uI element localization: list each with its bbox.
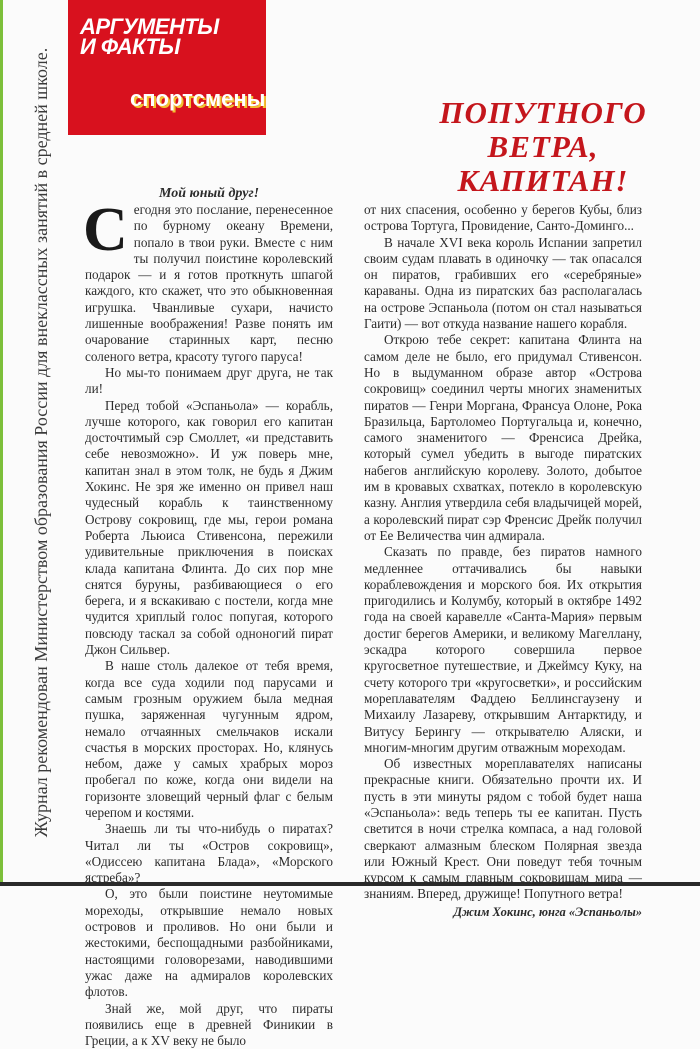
paragraph: от них спасения, особенно у берегов Кубы, близ острова Тортуга, Провидение, Санто-Доминго...	[364, 202, 642, 234]
article-column-1	[83, 196, 333, 1049]
article-column-2	[364, 202, 642, 920]
paragraph: О, это были поистине неутомимые мореходы, открывшие немало новых островов и проливов. Но они были и жестокими, беспощадными разбойниками, настоящими головорезами, наводившими ужас даже на адмиралов королевских флотов.	[85, 886, 333, 1000]
page-edge-left	[0, 0, 3, 886]
sidebar-note-text: Журнал рекомендован Министерством образования России для внеклассных занятий в средней школе.	[31, 47, 51, 838]
greeting: Мой юный друг!	[158, 186, 260, 201]
logo-line-2: И ФАКТЫ	[80, 34, 180, 59]
magazine-logo	[68, 0, 266, 135]
paragraph: Открою тебе секрет: капитана Флинта на самом деле не было, его придумал Стивенсон. Но в выдуманном образе автор «Острова сокровищ» соединил черты многих знаменитых пиратов — Генри Моргана, Франсуа Олоне, Рока Бразильца, Бартоломео Португальца и, конечно, самого знаменитого — Френсиса Дрейка, который сумел убедить в выгоде пиратских набегов английскую королеву. Золото, добытое им в кровавых схватках, потекло в королевскую казну. Англия утвердила себя владычицей морей, а королевский пират сэр Френсис Дрейк получил от Ее Величества чин адмирала.	[364, 332, 642, 543]
paragraph: Но мы-то понимаем друг друга, не так ли!	[85, 364, 333, 397]
logo-subtitle: спортсмены	[130, 86, 266, 111]
headline-line-3: КАПИТАН!	[457, 163, 629, 198]
paragraph: Перед тобой «Эспаньола» — корабль, лучше которого, как говорил его капитан досточтимый сэр Смоллет, «и представить себе невозможно». И уж поверь мне, капитан знал в этом толк, не будь я Джим Хокинс. Не зря же именно он привел наш чудесный корабль к таинственному Острову сокровищ, где мы, герои романа Роберта Льюиса Стивенсона, пережили удивительные приключения в поисках клада капитана Флинта. До сих пор мне снятся буруны, разбивающиеся о его берега, и я вскакиваю с постели, когда мне чудится хриплый голос попугая, которого повсюду таскал за собой одноногий пират Джон Сильвер.	[85, 397, 333, 658]
paragraph: Сказать по правде, без пиратов намного медленнее оттачивались бы навыки кораблевождения и морского боя. Их открытия пригодились и Колумбу, который в октябре 1492 года на своей каравелле «Санта-Мария» первым достиг берегов Америки, и великому Магеллану, эскадра которого совершила первое кругосветное путешествие, и Джеймсу Куку, на счету которого три «кругосветки», и российским мореплавателям Фаддею Беллинсгаузену и Михаилу Лазареву, открывшим Антарктиду, и Витусу Берингу — открывателю Аляски, и многим-многим другим отважным мореходам.	[364, 544, 642, 755]
headline-line-2: ВЕТРА,	[487, 129, 599, 164]
headline	[428, 96, 658, 198]
paragraph: Об известных мореплавателях написаны прекрасные книги. Обязательно прочти их. И пусть в эти минуты рядом с тобой будет наша «Эспаньола»: ведь теперь ты ее капитан. Пусть светится в ночи стрелка компаса, а над головой сверкают алмазным блеском Полярная звезда или Южный Крест. Они поведут тебя точным курсом к самым главным сокровищам мира — знаниям. Вперед, дружище! Попутного ветра!	[364, 756, 642, 902]
signature: Джим Хокинс, юнга «Эспаньолы»	[453, 904, 642, 919]
paragraph: Знай же, мой друг, что пираты появились еще в древней Финикии в Греции, а к XV веку не было	[85, 1000, 333, 1049]
drop-cap: С	[83, 196, 128, 264]
paragraph: Сегодня это послание, перенесенное по бурному океану Времени, попало в твои руки. Вместе с ним ты получил поистине королевский подарок — и я готов проткнуть шпагой каждого, кто скажет, что это обыкновенная игрушка. Чванливые сухари, начисто лишенные воображения! Разве понять им очарование старинных карт, песню соленого ветра, красоту тугого паруса!	[83, 196, 333, 364]
paragraph: Знаешь ли ты что-нибудь о пиратах? Читал ли ты «Остров сокровищ», «Одиссею капитана Блада», «Морского ястреба»?	[85, 821, 333, 886]
paragraph: В начале XVI века король Испании запретил своим судам плавать в одиночку — так опасался он пиратов, грабивших его «серебряные» караваны. Одна из пиратских баз располагалась на острове Эспаньола (потом он стал называться Гаити) — вот откуда название нашего корабля.	[364, 234, 642, 332]
logo-line-1: АРГУМЕНТЫ	[80, 14, 219, 39]
headline-line-1: ПОПУТНОГО	[439, 95, 647, 130]
paragraph: В наше столь далекое от тебя время, когда все суда ходили под парусами и самым грозным оружием была медная пушка, заряженная чугунным ядром, немало отчаянных смельчаков искали счастья в морских просторах. Но, клянусь небом, даже у самых храбрых мороз пробегал по коже, когда они видели на горизонте зловещий черный флаг с белым черепом и костями.	[85, 658, 333, 820]
